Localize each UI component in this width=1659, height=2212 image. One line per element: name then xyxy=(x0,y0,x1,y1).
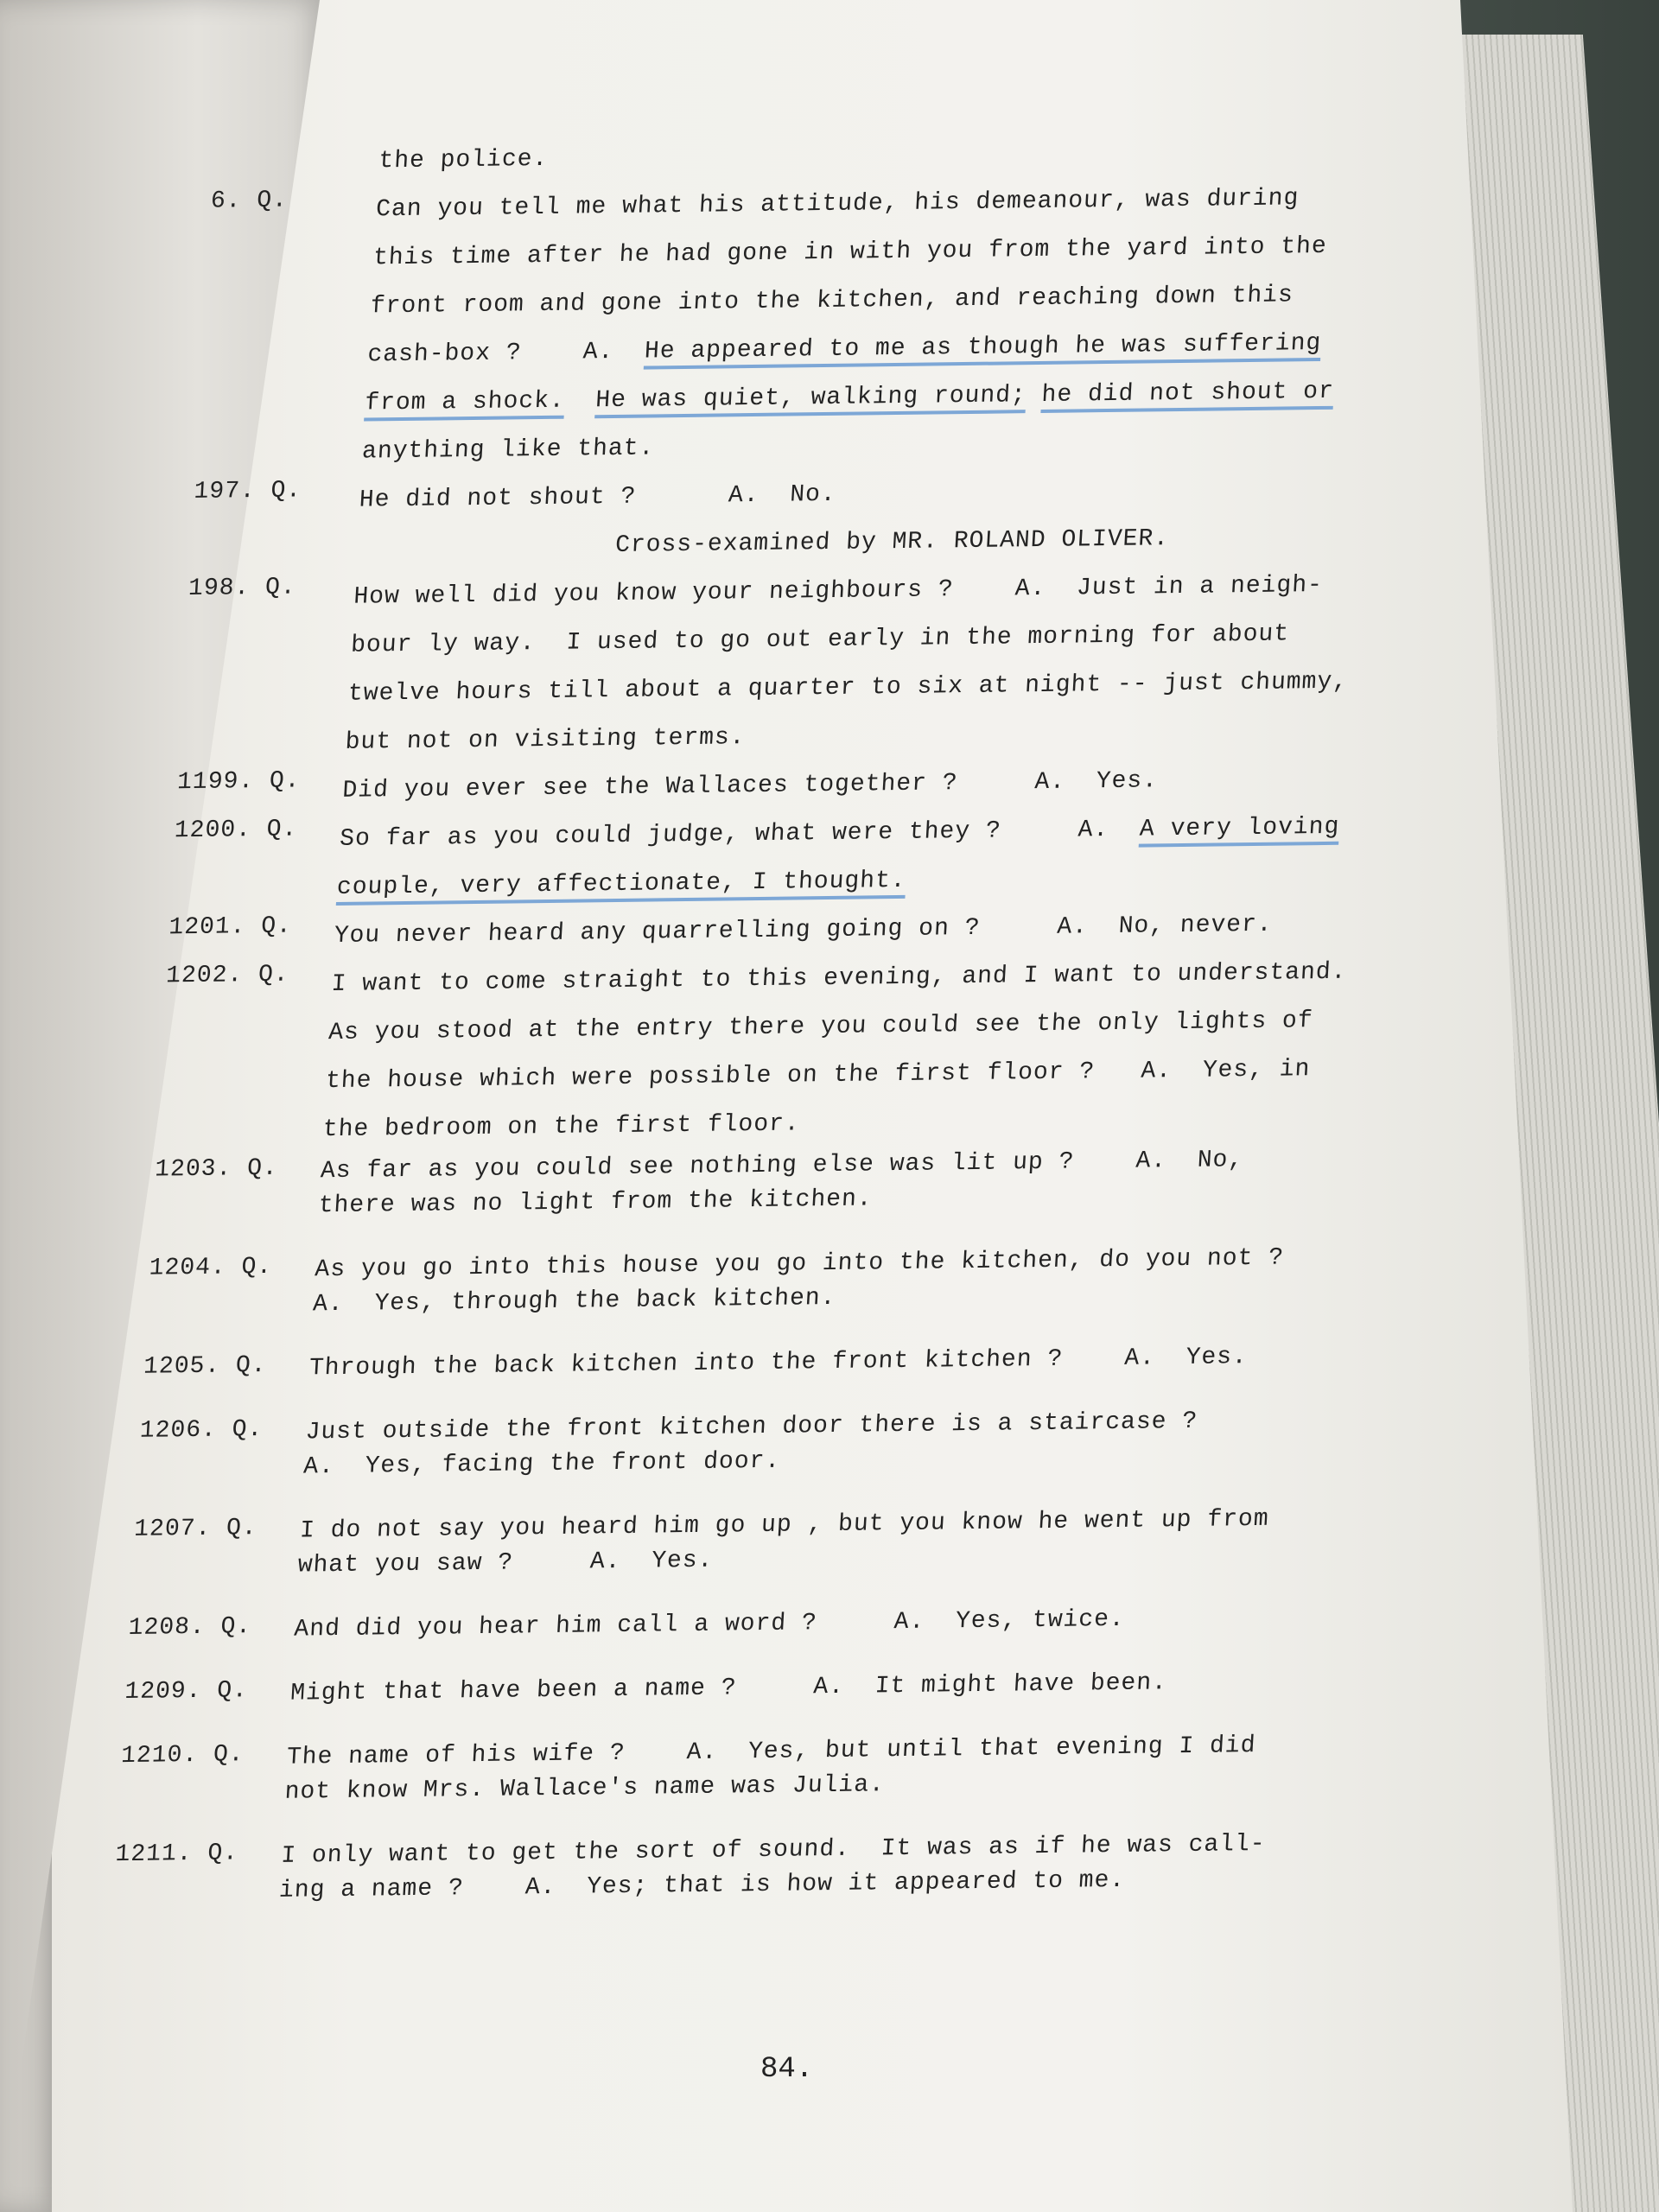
qa-entry xyxy=(154,1141,1411,1224)
text-line: Through the back kitchen into the front kitchen ? A. Yes. xyxy=(308,1344,1249,1382)
continuation-line: the police. xyxy=(378,145,550,175)
question-number: 1200. Q. xyxy=(173,816,299,845)
question-number: 1208. Q. xyxy=(127,1613,252,1642)
qa-entry xyxy=(209,173,1465,477)
text-line: He did not shout ? A. No. xyxy=(358,480,837,514)
question-number: 1206. Q. xyxy=(138,1416,264,1445)
text-line: As you stood at the entry there you could see the only lights of xyxy=(327,1007,1314,1047)
qa-text xyxy=(251,1402,1395,1485)
cross-examination-heading: Cross-examined by MR. ROLAND OLIVER. xyxy=(614,525,1170,559)
text-line: Can you tell me what his attitude, his demeanour, was during xyxy=(375,185,1300,224)
pencil-underline: A very loving xyxy=(1138,813,1341,843)
question-number: 197. Q. xyxy=(193,477,303,505)
text-line: So far as you could judge, what were they ? A. A very loving xyxy=(339,813,1341,853)
text-line: As far as you could see nothing else was lit up ? A. No, xyxy=(320,1147,1244,1185)
qa-text xyxy=(292,560,1444,767)
entries-list xyxy=(114,173,1466,1939)
qa-text xyxy=(270,948,1421,1155)
text-line: As you go into this house you go into the kitchen, do you not ? xyxy=(314,1244,1285,1284)
text-line: A. Yes, facing the front door. xyxy=(302,1447,782,1481)
question-number: 1204. Q. xyxy=(148,1253,273,1282)
qa-entry xyxy=(114,1826,1371,1909)
text-line: How well did you know your neighbours ? A. Just in a neigh- xyxy=(353,571,1324,611)
pencil-underline: He appeared to me as though he was suffering xyxy=(644,329,1323,365)
page-number: 84. xyxy=(760,2053,814,2086)
pencil-underline: from a shock. xyxy=(364,387,566,417)
text-line: the bedroom on the first floor. xyxy=(321,1110,801,1144)
text-line: And did you hear him call a word ? A. Yes, twice. xyxy=(293,1605,1126,1643)
pencil-underline: he did not shout or xyxy=(1040,378,1335,409)
qa-entry xyxy=(148,1240,1405,1323)
text-line: Just outside the front kitchen door there is a staircase ? xyxy=(304,1408,1198,1446)
text-line: front room and gone into the kitchen, and reaching down this xyxy=(369,282,1294,321)
text-line: this time after he had gone in with you from the yard into the xyxy=(372,232,1328,272)
question-number: 1203. Q. xyxy=(154,1154,279,1184)
text-line: Might that have been a name ? A. It might have been. xyxy=(289,1669,1168,1707)
text-line: anything like that. xyxy=(361,435,656,466)
text-line: Did you ever see the Wallaces together ? A. Yes. xyxy=(341,767,1159,804)
question-number: 1201. Q. xyxy=(168,912,293,942)
question-number: 1211. Q. xyxy=(114,1840,239,1869)
question-number: 1205. Q. xyxy=(143,1351,268,1381)
pencil-underline: couple, very affectionate, I thought. xyxy=(336,867,907,901)
question-number: 198. Q. xyxy=(188,574,297,603)
qa-text xyxy=(226,1826,1371,1909)
qa-entry xyxy=(120,1727,1376,1810)
qa-entry xyxy=(138,1402,1395,1485)
text-line: not know Mrs. Wallace's name was Julia. xyxy=(283,1771,886,1806)
text-line: I only want to get the sort of sound. It was as if he was call- xyxy=(280,1830,1267,1870)
text-line: I want to come straight to this evening, and I want to understand. xyxy=(330,958,1348,999)
qa-entry xyxy=(173,802,1429,912)
text-line: there was no light from the kitchen. xyxy=(317,1185,874,1220)
text-line: The name of his wife ? A. Yes, but until that evening I did xyxy=(285,1732,1257,1771)
text-line: A. Yes, through the back kitchen. xyxy=(312,1284,837,1319)
qa-entry xyxy=(165,948,1421,1155)
question-number: 1207. Q. xyxy=(133,1515,258,1543)
question-number: 1202. Q. xyxy=(165,961,290,990)
qa-text xyxy=(308,173,1465,477)
qa-text xyxy=(232,1727,1376,1810)
text-line: cash-box ? A. He appeared to me as though he was suffering xyxy=(366,329,1323,369)
text-line: I do not say you heard him go up , but you know he went up from xyxy=(299,1505,1270,1545)
text-line: bour ly way. I used to go out early in the morning for about xyxy=(350,620,1290,659)
qa-entry xyxy=(133,1501,1390,1584)
transcript-body xyxy=(114,124,1469,1939)
text-line: ing a name ? A. Yes; that is how it appeared to me. xyxy=(278,1866,1126,1904)
question-number: 6. Q. xyxy=(209,187,289,215)
text-line: what you saw ? A. Yes. xyxy=(296,1547,715,1580)
question-number: 1199. Q. xyxy=(176,767,302,797)
pencil-underline: He was quiet, walking round; xyxy=(594,382,1027,415)
qa-text xyxy=(283,802,1429,912)
text-line: twelve hours till about a quarter to six at night -- just chummy, xyxy=(346,668,1349,708)
question-number: 1209. Q. xyxy=(124,1677,249,1707)
qa-text xyxy=(260,1240,1405,1323)
qa-entry xyxy=(188,560,1444,767)
text-line: but not on visiting terms. xyxy=(344,724,747,756)
qa-text xyxy=(266,1141,1411,1224)
question-number: 1210. Q. xyxy=(120,1741,245,1770)
text-line: the house which were possible on the first floor ? A. Yes, in xyxy=(325,1056,1312,1096)
qa-text xyxy=(245,1501,1390,1584)
text-line: You never heard any quarrelling going on ? A. No, never. xyxy=(333,911,1274,950)
